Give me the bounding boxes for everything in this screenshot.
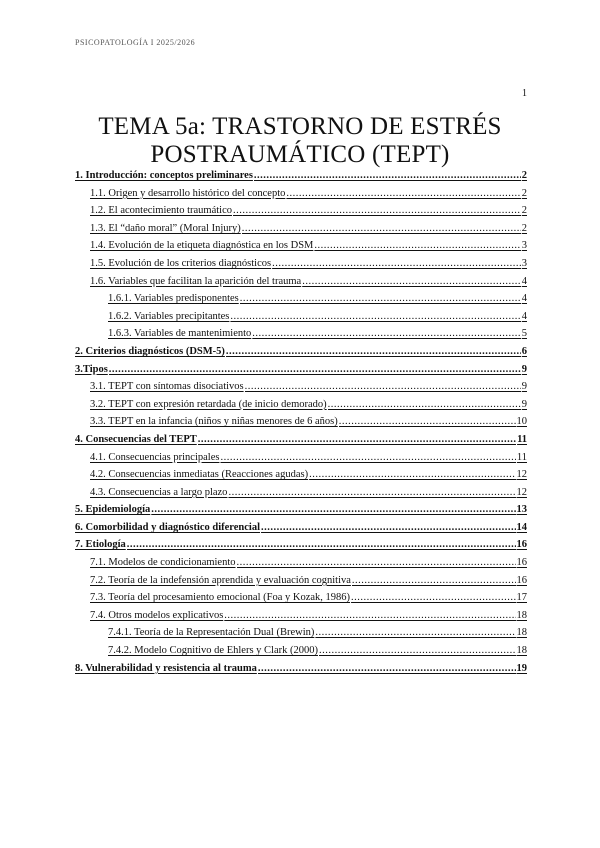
toc-entry[interactable] <box>75 592 527 610</box>
toc-leader-dots <box>252 328 520 339</box>
toc-entry-label: 1. Introducción: conceptos preliminares <box>75 170 253 181</box>
toc-leader-dots <box>109 364 521 375</box>
toc-leader-dots <box>237 557 516 568</box>
toc-entry-label: 1.2. El acontecimiento traumático <box>90 205 232 217</box>
toc-entry-page: 18 <box>516 627 527 639</box>
toc-entry-page: 4 <box>521 310 527 322</box>
toc-entry-label: 5. Epidemiología <box>75 504 151 516</box>
toc-entry-page: 11 <box>516 451 527 463</box>
toc-entry-page: 16 <box>516 557 527 569</box>
toc-entry-page: 12 <box>516 486 527 498</box>
toc-entry[interactable] <box>75 575 527 593</box>
toc-entry-page: 16 <box>516 539 527 551</box>
toc-leader-dots <box>272 258 521 269</box>
toc-entry-page: 18 <box>516 645 527 657</box>
toc-entry-page: 4 <box>521 293 527 305</box>
running-header: PSICOPATOLOGÍA I 2025/2026 <box>75 38 196 47</box>
toc-entry-label: 7.4.2. Modelo Cognitivo de Ehlers y Clark (2000) <box>108 645 318 657</box>
toc-entry-label: 6. Comorbilidad y diagnóstico diferencial <box>75 521 261 533</box>
toc-entry-page: 6 <box>521 345 527 357</box>
toc-entry-page: 10 <box>516 416 527 428</box>
toc-leader-dots <box>220 452 515 463</box>
toc-entry[interactable] <box>75 469 527 487</box>
toc-entry[interactable] <box>75 399 527 417</box>
toc-leader-dots <box>315 627 515 638</box>
toc-entry-page: 16 <box>516 574 527 586</box>
toc-entry[interactable] <box>75 188 527 206</box>
toc-leader-dots <box>233 205 521 216</box>
toc-leader-dots <box>226 346 521 357</box>
toc-leader-dots <box>319 645 516 656</box>
toc-entry-page: 2 <box>521 170 527 181</box>
toc-entry[interactable] <box>75 364 527 382</box>
toc-entry-page: 3 <box>521 240 527 252</box>
toc-entry[interactable] <box>75 627 527 645</box>
toc-entry-label: 4. Consecuencias del TEPT <box>75 433 197 445</box>
toc-entry-page: 12 <box>516 469 527 481</box>
toc-entry[interactable] <box>75 276 527 294</box>
toc-entry-label: 4.1. Consecuencias principales <box>90 451 220 463</box>
toc-leader-dots <box>352 575 516 586</box>
toc-entry[interactable] <box>75 610 527 628</box>
toc-entry[interactable] <box>75 452 527 470</box>
toc-leader-dots <box>127 539 516 550</box>
toc-entry-label: 2. Criterios diagnósticos (DSM-5) <box>75 345 225 357</box>
toc-leader-dots <box>230 311 520 322</box>
toc-entry-label: 7.4.1. Teoría de la Representación Dual (Brewin) <box>108 627 315 639</box>
toc-entry-label: 7.1. Modelos de condicionamiento <box>90 557 236 569</box>
toc-entry-label: 1.6.2. Variables precipitantes <box>108 310 230 322</box>
toc-entry-page: 14 <box>516 521 527 533</box>
toc-entry-label: 7. Etiología <box>75 539 126 551</box>
toc-leader-dots <box>328 399 521 410</box>
toc-entry[interactable] <box>75 258 527 276</box>
toc-entry-label: 7.4. Otros modelos explicativos <box>90 609 224 621</box>
toc-entry[interactable] <box>75 223 527 241</box>
toc-entry-page: 9 <box>521 381 527 393</box>
toc-entry[interactable] <box>75 434 527 452</box>
toc-entry-label: 4.3. Consecuencias a largo plazo <box>90 486 228 498</box>
toc-leader-dots <box>242 223 521 234</box>
toc-entry-page: 5 <box>521 328 527 340</box>
toc-leader-dots <box>339 416 516 427</box>
document-title <box>75 113 525 169</box>
toc-entry-label: 3.2. TEPT con expresión retardada (de inicio demorado) <box>90 398 327 410</box>
toc-entry[interactable] <box>75 381 527 399</box>
toc-entry-page: 19 <box>516 662 527 674</box>
toc-entry-label: 1.6.3. Variables de mantenimiento <box>108 328 252 340</box>
toc-entry-label: 4.2. Consecuencias inmediatas (Reacciones agudas) <box>90 469 309 481</box>
toc-entry[interactable] <box>75 663 527 681</box>
toc-leader-dots <box>258 663 516 674</box>
toc-entry-label: 7.2. Teoría de la indefensión aprendida y evaluación cognitiva <box>90 574 351 586</box>
toc-entry-label: 1.6.1. Variables predisponentes <box>108 293 239 305</box>
toc-leader-dots <box>151 504 515 515</box>
toc-entry-page: 9 <box>521 363 527 375</box>
toc-leader-dots <box>309 469 515 480</box>
toc-entry-page: 2 <box>521 205 527 217</box>
toc-entry-label: 7.3. Teoría del procesamiento emocional (Foa y Kozak, 1986) <box>90 592 351 604</box>
toc-entry-page: 2 <box>521 222 527 234</box>
toc-entry-label: 8. Vulnerabilidad y resistencia al trauma <box>75 662 257 674</box>
toc-entry-page: 2 <box>521 187 527 199</box>
toc-leader-dots <box>351 592 515 603</box>
title-line-1: TEMA 5a: TRASTORNO DE ESTRÉS <box>98 113 502 140</box>
title-line-2: POSTRAUMÁTICO (TEPT) <box>150 141 450 168</box>
toc-entry[interactable] <box>75 487 527 505</box>
toc-entry[interactable] <box>75 346 527 364</box>
toc-entry-label: 1.6. Variables que facilitan la aparición del trauma <box>90 275 302 287</box>
toc-entry[interactable] <box>75 645 527 663</box>
toc-entry[interactable] <box>75 539 527 557</box>
toc-leader-dots <box>261 522 515 533</box>
toc-entry[interactable] <box>75 416 527 434</box>
toc-entry-label: 1.5. Evolución de los criterios diagnósticos <box>90 257 272 269</box>
toc-entry[interactable] <box>75 557 527 575</box>
toc-leader-dots <box>245 381 521 392</box>
toc-entry[interactable] <box>75 311 527 329</box>
toc-entry-page: 13 <box>516 504 527 516</box>
toc-entry-page: 9 <box>521 398 527 410</box>
toc-entry[interactable] <box>75 170 527 188</box>
toc-leader-dots <box>228 487 515 498</box>
toc-entry-label: 3.Tipos <box>75 363 108 375</box>
table-of-contents <box>75 170 527 680</box>
toc-entry[interactable] <box>75 328 527 346</box>
toc-entry-label: 1.1. Origen y desarrollo histórico del concepto <box>90 187 286 199</box>
toc-entry[interactable] <box>75 504 527 522</box>
toc-entry[interactable] <box>75 205 527 223</box>
toc-entry[interactable] <box>75 522 527 540</box>
toc-entry-page: 3 <box>521 257 527 269</box>
toc-leader-dots <box>224 610 515 621</box>
page-number: 1 <box>522 88 527 99</box>
toc-leader-dots <box>198 434 516 445</box>
toc-entry-page: 18 <box>516 609 527 621</box>
toc-leader-dots <box>302 276 521 287</box>
toc-leader-dots <box>240 293 521 304</box>
toc-entry-label: 1.4. Evolución de la etiqueta diagnóstica en los DSM <box>90 240 314 252</box>
toc-leader-dots <box>286 188 520 199</box>
toc-entry-label: 3.1. TEPT con síntomas disociativos <box>90 381 244 393</box>
toc-entry-page: 11 <box>517 433 527 445</box>
toc-entry-page: 17 <box>516 592 527 604</box>
toc-entry-label: 3.3. TEPT en la infancia (niños y niñas menores de 6 años) <box>90 416 338 428</box>
toc-entry-label: 1.3. El “daño moral” (Moral Injury) <box>90 222 241 234</box>
toc-leader-dots <box>314 240 520 251</box>
toc-entry[interactable] <box>75 240 527 258</box>
toc-entry[interactable] <box>75 293 527 311</box>
toc-entry-page: 4 <box>521 275 527 287</box>
toc-leader-dots <box>254 170 521 181</box>
